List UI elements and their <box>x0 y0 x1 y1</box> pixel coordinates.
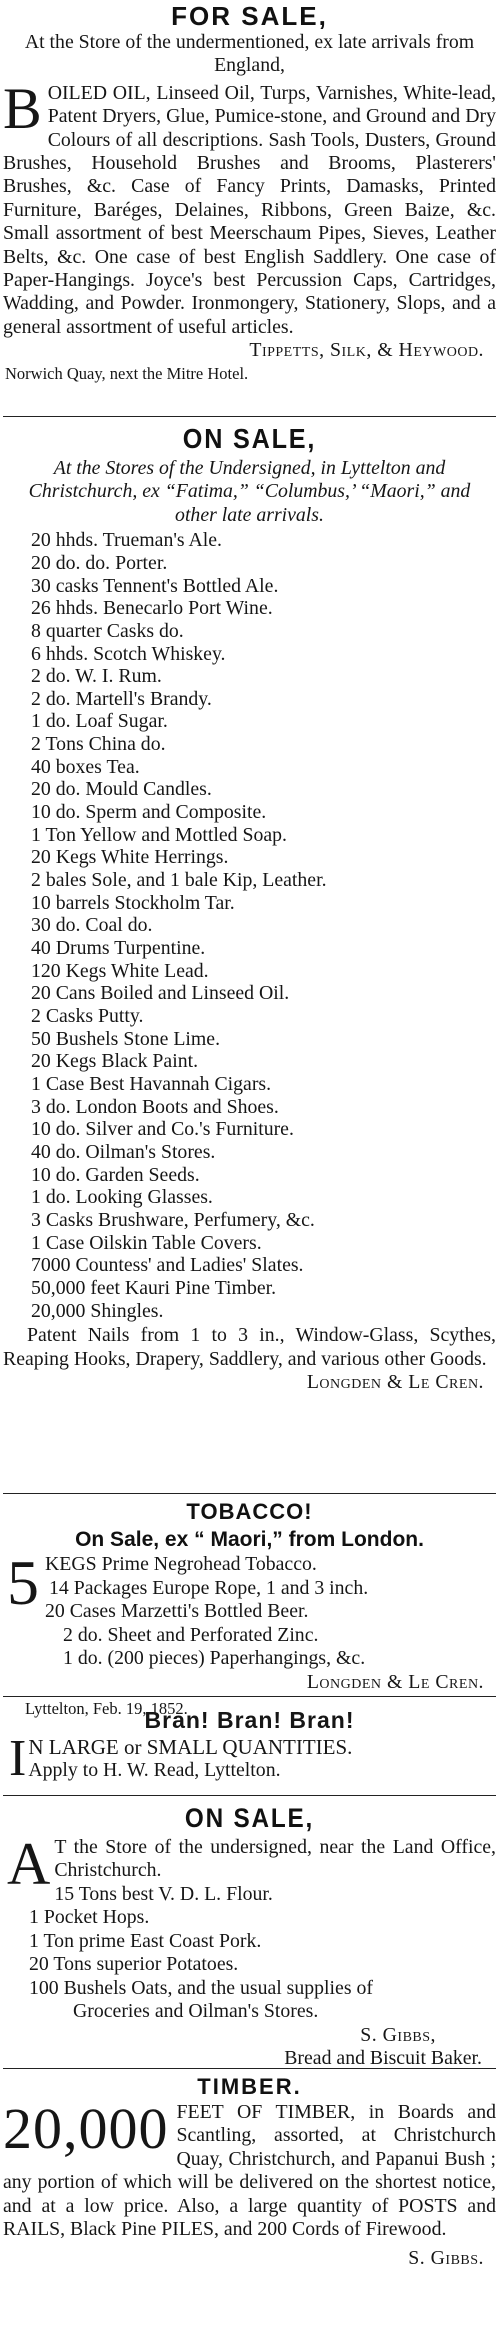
list-item: Groceries and Oilman's Stores. <box>73 2000 319 2023</box>
list-item: 3 do. London Boots and Shoes. <box>31 1095 279 1118</box>
list-item: 20 Cases Marzetti's Bottled Beer. <box>45 1600 309 1622</box>
advert-body-text: OILED OIL, Linseed Oil, Turps, Varnishes, White-lead, Patent Dryers, Glue, Pumice-stone, and Ground and Dry Colours of all descriptions. Sash Tools, Dusters, Ground Brushes, Household Brushes and Brooms, Plasterers' Brushes, &c. Case of Fancy Prints, Damasks, Printed Furniture, Baréges, Delaines, Ribbons, Green Baize, &c. Small assortment of best Meerschaum Pipes, Sieves, Leather Belts, &c. One case of best English Saddlery. One case of Paper-Hangings. Joyce's best Percussion Caps, Cartridges, Wadding, and Powder. Ironmongery, Stationery, Slops, and a general assortment of useful articles. <box>3 81 496 338</box>
list-item: 50,000 feet Kauri Pine Timber. <box>31 1276 277 1299</box>
list-item: 1 Pocket Hops. <box>29 1906 150 1929</box>
goods-list <box>3 1883 496 2024</box>
advert-heading: ON SALE, <box>184 1803 315 1833</box>
advert-dateline: Lyttelton, Feb. 19, 1852. <box>25 1699 188 1718</box>
advert-signature: Longden & Le Cren. <box>306 1371 484 1393</box>
drop-cap: 5 <box>7 1547 39 1618</box>
list-item: 20 Kegs White Herrings. <box>31 846 229 869</box>
list-item: 15 Tons best V. D. L. Flour. <box>54 1882 273 1905</box>
list-item: 50 Bushels Stone Lime. <box>31 1027 221 1050</box>
list-item: 20 do. do. Porter. <box>31 551 168 574</box>
list-item: 2 bales Sole, and 1 bale Kip, Leather. <box>31 869 327 892</box>
bran-line-1: N LARGE or SMALL QUANTITIES. <box>28 1735 353 1759</box>
drop-cap: A <box>7 1831 51 1897</box>
list-item: KEGS Prime Negrohead Tobacco. <box>45 1553 317 1575</box>
advert-for-sale <box>3 0 496 416</box>
list-item: 2 do. W. I. Rum. <box>31 665 162 688</box>
advert-body <box>3 75 496 339</box>
advert-heading: FOR SALE, <box>171 1 328 31</box>
list-item: 2 do. Martell's Brandy. <box>31 687 212 710</box>
list-item: 1 do. Loaf Sugar. <box>31 710 168 733</box>
list-item: 2 do. Sheet and Perforated Zinc. <box>63 1623 319 1646</box>
list-item: 100 Bushels Oats, and the usual supplies of <box>29 1976 373 1999</box>
advert-heading: Bran! Bran! Bran! <box>144 1707 355 1733</box>
list-item: 26 hhds. Benecarlo Port Wine. <box>31 597 273 620</box>
list-item: 8 quarter Casks do. <box>31 619 184 642</box>
bran-body <box>3 1730 496 1787</box>
advert-on-sale-gibbs <box>3 1796 496 2068</box>
list-item: 1 Case Oilskin Table Covers. <box>31 1231 262 1254</box>
list-item: 2 Casks Putty. <box>31 1005 144 1027</box>
list-item: 20 Kegs Black Paint. <box>31 1050 199 1073</box>
list-item: 2 Tons China do. <box>31 733 166 756</box>
advert-body <box>3 2096 496 2241</box>
advert-signature: Longden & Le Cren. <box>306 1670 484 1693</box>
list-item: 20 Cans Boiled and Linseed Oil. <box>31 982 290 1005</box>
tobacco-body <box>3 1547 496 1671</box>
drop-cap: I <box>9 1730 27 1787</box>
advert-address: Norwich Quay, next the Mitre Hotel. <box>5 363 249 383</box>
advert-signature: Tippetts, Silk, & Heywood. <box>249 339 484 362</box>
list-item: 120 Kegs White Lead. <box>31 959 209 982</box>
list-item: 10 do. Silver and Co.'s Furniture. <box>31 1118 294 1141</box>
advert-closing: Patent Nails from 1 to 3 in., Window-Glass, Scythes, Reaping Hooks, Drapery, Saddlery, and various other Goods. <box>3 1324 496 1370</box>
advert-heading: TIMBER. <box>197 2074 302 2099</box>
list-item: 30 casks Tennent's Bottled Ale. <box>31 574 279 597</box>
advert-heading: TOBACCO! <box>186 1499 313 1524</box>
advert-tobacco <box>3 1494 496 1718</box>
goods-list <box>3 1547 496 1671</box>
list-item: 40 do. Oilman's Stores. <box>31 1140 216 1163</box>
list-item: 20 Tons superior Potatoes. <box>29 1953 239 1976</box>
big-number: 20,000 <box>3 2096 169 2161</box>
list-item: 20 hhds. Trueman's Ale. <box>31 529 222 552</box>
advert-timber <box>3 2069 496 2349</box>
list-item: 1 Ton prime East Coast Pork. <box>29 1929 262 1952</box>
list-item: 40 boxes Tea. <box>31 755 140 778</box>
list-item: 30 do. Coal do. <box>31 914 153 937</box>
list-item: 10 do. Sperm and Composite. <box>31 801 267 824</box>
advert-heading: ON SALE, <box>182 423 317 454</box>
list-item: 1 do. (200 pieces) Paperhangings, &c. <box>63 1647 366 1669</box>
advert-signature-title: Bread and Biscuit Baker. <box>284 2047 482 2070</box>
advert-intro: T the Store of the undersigned, near the Land Office, Christchurch. <box>54 1836 496 1882</box>
drop-cap: B <box>3 75 42 141</box>
list-item: 1 Ton Yellow and Mottled Soap. <box>31 823 287 846</box>
advert-body-text: FEET OF TIMBER, in Boards and Scantling, assorted, at Christchurch Quay, Christchurch, and Papanui Bush ; any portion of which will be delivered on the shortest notice, and at a low price. Also, a large quantity of POSTS and RAILS, Black Pine PILES, and 200 Cords of Firewood. <box>3 2101 496 2241</box>
list-item: 10 barrels Stockholm Tar. <box>31 891 235 914</box>
list-item: 3 Casks Brushware, Perfumery, &c. <box>31 1208 315 1231</box>
list-item: 10 do. Garden Seeds. <box>31 1163 200 1186</box>
advert-on-sale-stores <box>3 417 496 1493</box>
advert-intro: At the Stores of the Undersigned, in Lyttelton and Christchurch, ex “Fatima,” “Columbus,’ “Maori,” and other late arrivals. <box>28 457 471 526</box>
goods-list <box>3 529 496 1322</box>
list-item: 20,000 Shingles. <box>31 1299 164 1322</box>
list-item: 7000 Countess' and Ladies' Slates. <box>31 1254 304 1277</box>
list-item: 6 hhds. Scotch Whiskey. <box>31 642 226 665</box>
list-item: 1 Case Best Havannah Cigars. <box>31 1072 272 1095</box>
advert-signature: S. Gibbs, <box>360 2023 436 2046</box>
advert-intro: At the Store of the undermentioned, ex late arrivals from England, <box>24 31 475 77</box>
list-item: 40 Drums Turpentine. <box>31 937 206 960</box>
advert-subheading: On Sale, ex “ Maori,” from London. <box>75 1528 424 1551</box>
bran-line-2: Apply to H. W. Read, Lyttelton. <box>28 1759 281 1781</box>
list-item: 20 do. Mould Candles. <box>31 778 212 801</box>
list-item: 14 Packages Europe Rope, 1 and 3 inch. <box>49 1576 369 1599</box>
advert-signature: S. Gibbs. <box>408 2247 484 2270</box>
list-item: 1 do. Looking Glasses. <box>31 1186 213 1209</box>
